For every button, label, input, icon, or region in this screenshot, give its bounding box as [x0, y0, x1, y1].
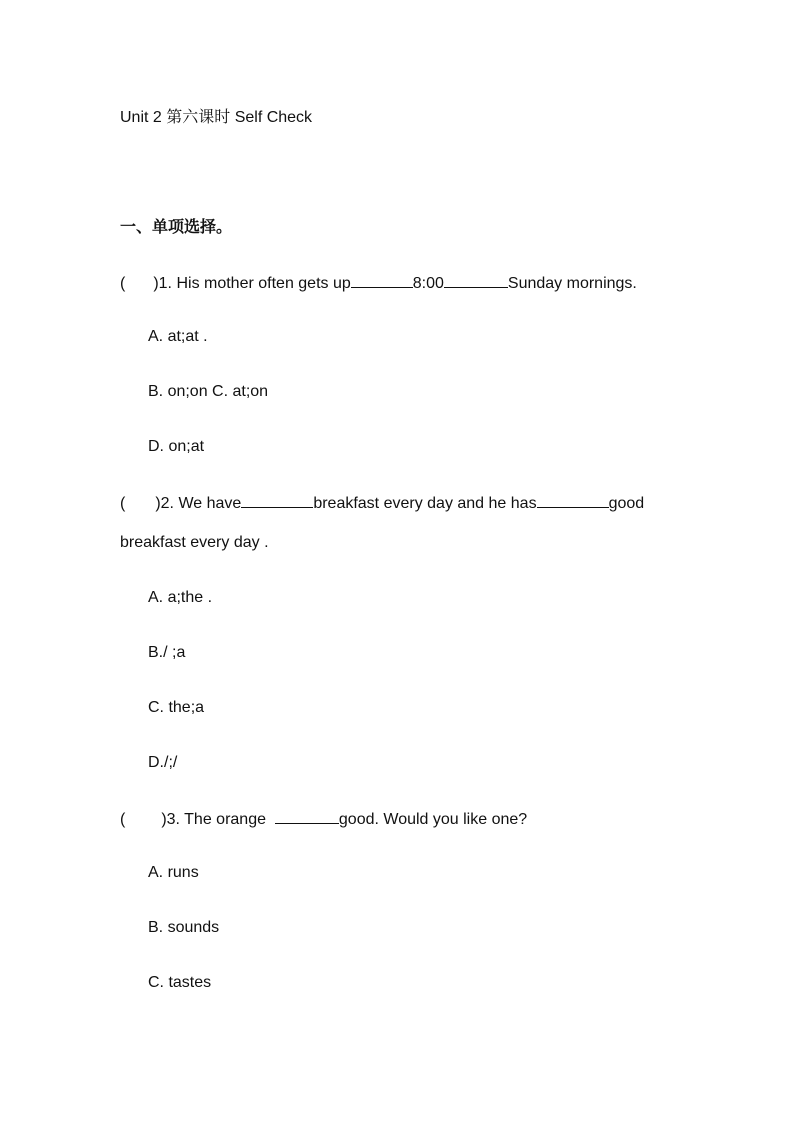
fill-blank — [351, 272, 413, 288]
answer-paren-open: ( — [120, 275, 126, 292]
question-stem-part: breakfast every day and he has — [313, 495, 537, 512]
answer-paren-close: ) — [153, 275, 159, 292]
option-c: C. the;a — [148, 699, 205, 716]
option-a: A. at;at . — [148, 328, 208, 345]
option-d: D./;/ — [148, 754, 178, 771]
question-stem-part: His mother often gets up — [176, 275, 351, 292]
option-d: D. on;at — [148, 438, 205, 455]
question-stem-part: good — [608, 495, 645, 512]
fill-blank — [537, 492, 609, 508]
fill-blank — [241, 492, 313, 508]
answer-paren-open: ( — [120, 495, 126, 512]
option-b: B. on;on C. at;on — [148, 383, 269, 400]
question-number: 1. — [158, 275, 172, 292]
answer-paren-open: ( — [120, 811, 126, 828]
question-stem-part: The orange — [184, 811, 266, 828]
question-2 — [120, 492, 644, 514]
question-3 — [120, 808, 527, 830]
section-heading: 一、单项选择。 — [120, 219, 233, 236]
option-b: B. sounds — [148, 919, 220, 936]
option-c: C. tastes — [148, 974, 212, 991]
option-a: A. runs — [148, 864, 199, 881]
question-stem-part: We have — [178, 495, 242, 512]
fill-blank — [444, 272, 508, 288]
question-1 — [120, 272, 637, 294]
question-number: 2. — [160, 495, 174, 512]
page-title: Unit 2 第六课时 Self Check — [120, 109, 313, 126]
option-a: A. a;the . — [148, 589, 213, 606]
answer-paren-close: ) — [161, 811, 167, 828]
fill-blank — [275, 808, 339, 824]
question-2-continuation: breakfast every day . — [120, 534, 269, 551]
question-stem-part: Sunday mornings. — [507, 275, 637, 292]
question-stem-part: 8:00 — [412, 275, 444, 292]
question-stem-part: good. Would you like one? — [338, 811, 528, 828]
question-number: 3. — [166, 811, 180, 828]
option-b: B./ ;a — [148, 644, 186, 661]
answer-paren-close: ) — [155, 495, 161, 512]
